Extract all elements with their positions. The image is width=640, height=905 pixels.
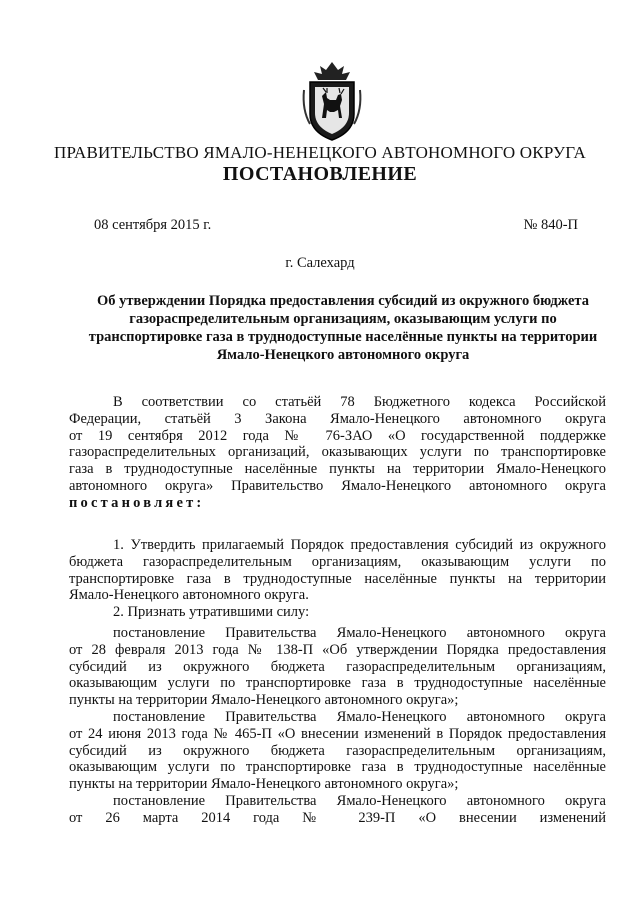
item-1-line: бюджета газораспределительным организациям, оказывающим услуги по: [69, 553, 606, 570]
repealed-decree-3: [69, 793, 606, 827]
repealed-line: оказывающим услуги по транспортировке газа в труднодоступные населённые: [69, 675, 606, 692]
preamble-line: газа в труднодоступные населённые пункты на территории Ямало-Ненецкого: [69, 461, 606, 478]
title-line: Об утверждении Порядка предоставления субсидий из окружного бюджета: [97, 293, 589, 309]
item-1-paragraph: [69, 537, 606, 621]
repealed-line: постановление Правительства Ямало-Ненецкого автономного округа: [113, 625, 606, 641]
repealed-line: от 24 июня 2013 года № 465-П «О внесении изменений в Порядок предоставления: [69, 725, 606, 742]
document-type-heading: ПОСТАНОВЛЕНИЕ: [222, 163, 418, 185]
repealed-line: субсидий из окружного бюджета газораспределительным организациям,: [69, 658, 606, 675]
title-line: газораспределительным организациям, оказывающим услуги по: [129, 311, 557, 327]
item-1-line: Ямало-Ненецкого автономного округа.: [69, 587, 309, 604]
document-city: г. Салехард: [285, 255, 355, 271]
repealed-decree-1: [69, 625, 606, 709]
government-name: ПРАВИТЕЛЬСТВО ЯМАЛО-НЕНЕЦКОГО АВТОНОМНОГО ОКРУГА: [54, 143, 586, 162]
repealed-line: пункты на территории Ямало-Ненецкого автономного округа»;: [69, 692, 459, 709]
preamble-line: от 19 сентября 2012 года № 76-ЗАО «О государственной поддержке: [69, 427, 606, 444]
preamble-line: В соответствии со статьёй 78 Бюджетного кодекса Российской: [113, 394, 606, 410]
preamble-line: Федерации, статьёй 3 Закона Ямало-Ненецкого автономного округа: [69, 410, 606, 427]
preamble-paragraph: [69, 394, 606, 512]
item-1-line: транспортировке газа в труднодоступные населённые пункты на территории: [69, 570, 606, 587]
repealed-line: постановление Правительства Ямало-Ненецкого автономного округа: [113, 793, 606, 809]
preamble-line: автономного округа» Правительство Ямало-Ненецкого автономного округа: [69, 477, 606, 494]
document-date: 08 сентября 2015 г.: [94, 217, 212, 233]
repealed-line: субсидий из окружного бюджета газораспределительным организациям,: [69, 742, 606, 759]
repealed-line: от 26 марта 2014 года № 239-П «О внесении изменений: [69, 809, 606, 826]
document-title: [78, 292, 608, 364]
title-line: Ямало-Ненецкого автономного округа: [216, 347, 470, 363]
item-1-line: 1. Утвердить прилагаемый Порядок предоставления субсидий из окружного: [113, 537, 606, 553]
repealed-line: от 28 февраля 2013 года № 138-П «Об утверждении Порядка предоставления: [69, 641, 606, 658]
coat-of-arms-emblem: [300, 60, 364, 142]
document-number: № 840-П: [523, 217, 578, 233]
repealed-line: постановление Правительства Ямало-Ненецкого автономного округа: [113, 709, 606, 725]
repealed-line: пункты на территории Ямало-Ненецкого автономного округа»;: [69, 776, 459, 793]
repealed-line: оказывающим услуги по транспортировке газа в труднодоступные населённые: [69, 759, 606, 776]
item-2-line: 2. Признать утратившими силу:: [113, 604, 310, 621]
repealed-decree-2: [69, 709, 606, 793]
preamble-line: газораспределительных организаций, оказывающих услуги по транспортировке: [69, 444, 606, 461]
title-line: транспортировке газа в труднодоступные населённые пункты на территории: [88, 329, 598, 345]
resolves-word: постановляет:: [69, 494, 205, 511]
